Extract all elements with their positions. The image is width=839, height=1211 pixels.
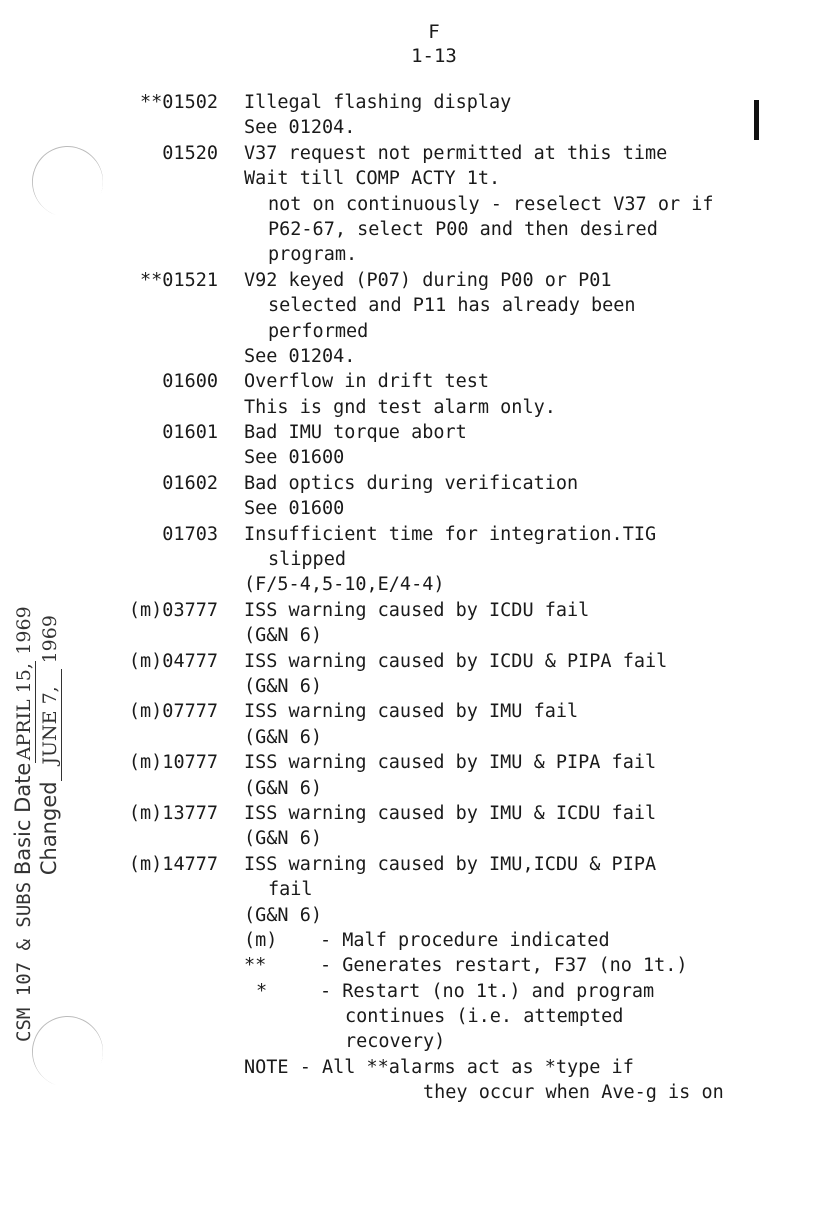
stamp-vehicle-label: CSM 107 & SUBS (13, 881, 35, 1042)
legend-continuation (0, 1029, 839, 1054)
alarm-description: slipped (268, 549, 346, 571)
revision-stamp (8, 482, 68, 1042)
alarm-description: Bad optics during verification (244, 472, 579, 494)
note-line (0, 1080, 839, 1105)
alarm-code: **01502 (140, 92, 218, 113)
alarm-description: This is gnd test alarm only. (244, 396, 556, 418)
stamp-changed-line (36, 615, 63, 1042)
list-item (0, 699, 839, 724)
alarm-description: See 01204. (244, 345, 356, 367)
legend-symbol: (m) (244, 929, 278, 951)
alarm-code: (m)04777 (128, 650, 218, 672)
stamp-basic-date-year: 1969 (13, 606, 35, 655)
list-item (0, 852, 839, 877)
alarm-description: Wait till COMP ACTY 1t. (244, 168, 501, 190)
page-number: 1-13 (411, 45, 457, 67)
stamp-basic-date-label: Basic Date (11, 762, 35, 876)
list-item (0, 319, 839, 344)
list-item (0, 141, 839, 166)
alarm-code: **01521 (140, 269, 218, 291)
alarm-description: fail (268, 879, 313, 901)
legend-text: continues (i.e. attempted (345, 1006, 624, 1028)
alarm-description: Insufficient time for integration.TIG (244, 523, 657, 545)
alarm-description: ISS warning caused by ICDU & PIPA fail (244, 650, 668, 672)
alarm-description: See 01204. (244, 117, 356, 139)
alarm-code: (m)10777 (128, 752, 218, 774)
legend-item (0, 953, 839, 978)
list-item (0, 166, 839, 191)
alarm-code: (m)07777 (128, 701, 218, 723)
alarm-description: ISS warning caused by IMU & PIPA fail (244, 752, 657, 774)
stamp-changed-year: 1969 (39, 615, 61, 664)
list-item (0, 369, 839, 394)
alarm-description: V92 keyed (P07) during P00 or P01 (244, 269, 612, 291)
alarm-code: 01600 (162, 371, 218, 393)
alarm-description: See 01600 (244, 447, 345, 469)
alarm-description: V37 request not permitted at this time (244, 142, 668, 164)
list-item (0, 420, 839, 445)
list-item (0, 192, 839, 217)
alarm-description: ISS warning caused by IMU,ICDU & PIPA (244, 853, 657, 875)
list-item (0, 115, 839, 140)
legend-symbol: ** (244, 955, 267, 977)
legend-text: - Generates restart, F37 (no 1t.) (320, 955, 688, 977)
list-item (0, 598, 839, 623)
legend-symbol: * (256, 980, 268, 1002)
alarm-description: (F/5-4,5-10,E/4-4) (244, 574, 445, 596)
stamp-changed-value: JUNE 7, (39, 669, 62, 781)
alarm-description: Bad IMU torque abort (244, 422, 467, 444)
list-item (0, 344, 839, 369)
list-item (0, 445, 839, 470)
list-item (0, 90, 839, 115)
list-item (0, 572, 839, 597)
alarm-description: (G&N 6) (244, 726, 322, 748)
list-item (0, 293, 839, 318)
list-item (0, 268, 839, 293)
list-item (0, 903, 839, 928)
legend-text: recovery) (345, 1031, 446, 1053)
list-item (0, 776, 839, 801)
list-item (0, 522, 839, 547)
alarm-description: Overflow in drift test (244, 371, 490, 393)
note-line (0, 1055, 839, 1080)
alarm-description: ISS warning caused by IMU & ICDU fail (244, 802, 657, 824)
list-item (0, 471, 839, 496)
alarm-description: (G&N 6) (244, 828, 322, 850)
alarm-code: 01703 (162, 523, 218, 545)
list-item (0, 649, 839, 674)
alarm-description: ISS warning caused by IMU fail (244, 701, 579, 723)
note-text: they occur when Ave-g is on (423, 1082, 724, 1104)
list-item (0, 750, 839, 775)
legend-item (0, 979, 839, 1004)
alarm-description: not on continuously - reselect V37 or if (268, 193, 714, 215)
stamp-basic-date-line (10, 606, 37, 1042)
list-item (0, 623, 839, 648)
alarm-description: See 01600 (244, 498, 345, 520)
alarm-code: (m)14777 (128, 853, 218, 875)
alarm-description: ISS warning caused by ICDU fail (244, 599, 590, 621)
alarm-code-list (0, 90, 839, 1106)
alarm-description: (G&N 6) (244, 675, 322, 697)
note-text: NOTE - All **alarms act as *type if (244, 1056, 634, 1078)
list-item (0, 877, 839, 902)
list-item (0, 674, 839, 699)
list-item (0, 725, 839, 750)
list-item (0, 826, 839, 851)
page-letter: F (428, 21, 440, 43)
list-item (0, 801, 839, 826)
alarm-code: 01602 (162, 472, 218, 494)
alarm-code: 01601 (162, 422, 218, 444)
alarm-code: 01520 (162, 142, 218, 164)
alarm-code: (m)13777 (128, 802, 218, 824)
list-item (0, 496, 839, 521)
alarm-description: (G&N 6) (244, 625, 322, 647)
list-item (0, 395, 839, 420)
stamp-changed-label: Changed (37, 781, 61, 876)
alarm-description: P62-67, select P00 and then desired (268, 218, 658, 240)
list-item (0, 547, 839, 572)
legend-text: - Malf procedure indicated (320, 929, 610, 951)
alarm-description: (G&N 6) (244, 904, 322, 926)
list-item (0, 242, 839, 267)
alarm-code: (m)03777 (128, 599, 218, 621)
stamp-basic-date-value: APRIL 15, (13, 661, 36, 763)
alarm-description: program. (268, 244, 358, 266)
alarm-description: Illegal flashing display (244, 92, 512, 113)
list-item (0, 217, 839, 242)
legend-item (0, 928, 839, 953)
alarm-description: selected and P11 has already been (268, 295, 636, 317)
alarm-description: performed (268, 320, 369, 342)
legend-text: - Restart (no 1t.) and program (320, 980, 655, 1002)
alarm-description: (G&N 6) (244, 777, 322, 799)
legend-continuation (0, 1004, 839, 1029)
